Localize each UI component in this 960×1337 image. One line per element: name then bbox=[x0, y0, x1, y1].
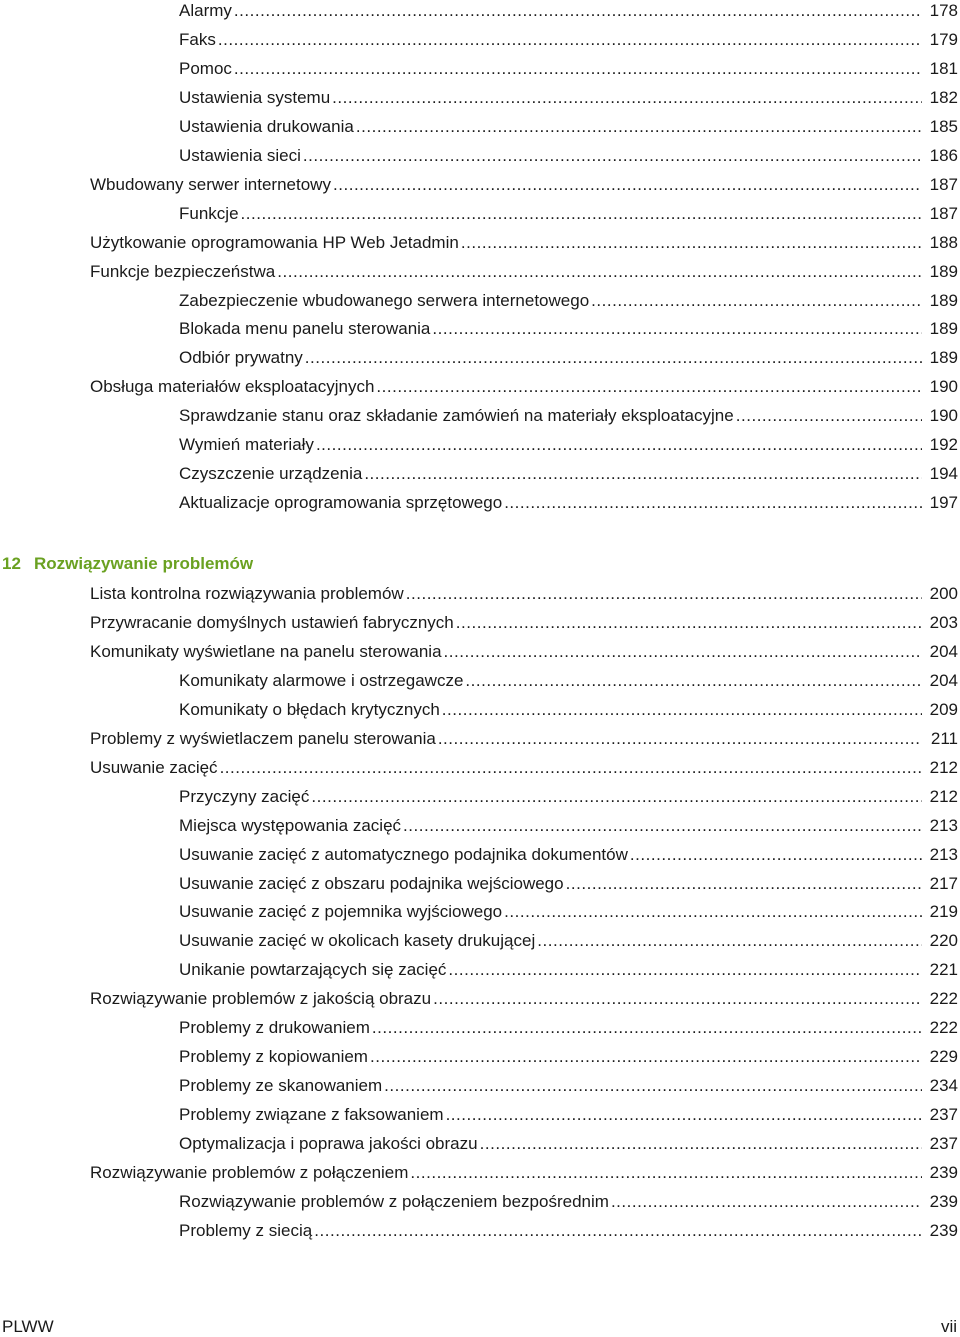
toc-entry-title: Przyczyny zacięć bbox=[179, 786, 310, 806]
toc-entry-title: Lista kontrolna rozwiązywania problemów bbox=[90, 584, 404, 603]
toc-entry[interactable] bbox=[90, 261, 958, 290]
toc-entry[interactable] bbox=[179, 930, 958, 959]
toc-entry-title: Problemy z drukowaniem bbox=[179, 1018, 370, 1038]
toc-dot-leader bbox=[630, 844, 922, 866]
toc-dot-leader bbox=[504, 901, 922, 923]
toc-entry-title: Aktualizacje oprogramowania sprzętowego bbox=[179, 493, 503, 513]
toc-dot-leader bbox=[403, 815, 922, 837]
toc-entry[interactable] bbox=[179, 844, 958, 873]
toc-entry-page-number: 204 bbox=[929, 670, 958, 690]
toc-entry-page-number: 187 bbox=[929, 203, 958, 223]
toc-dot-leader bbox=[333, 174, 922, 196]
toc-entry-title: Problemy związane z faksowaniem bbox=[179, 1105, 444, 1125]
toc-entry-title: Usuwanie zacięć z automatycznego podajnika dokumentów bbox=[179, 844, 628, 864]
toc-entry[interactable] bbox=[179, 1133, 958, 1162]
toc-entry-title: Usuwanie zacięć w okolicach kasety drukującej bbox=[179, 931, 536, 951]
toc-entry[interactable] bbox=[179, 58, 958, 87]
toc-entry-title: Sprawdzanie stanu oraz składanie zamówień na materiały eksploatacyjne bbox=[179, 406, 734, 426]
toc-entry-title: Problemy z kopiowaniem bbox=[179, 1047, 368, 1067]
toc-dot-leader bbox=[316, 434, 922, 456]
toc-dot-leader bbox=[537, 930, 922, 952]
toc-entry-page-number: 237 bbox=[929, 1105, 958, 1125]
toc-dot-leader bbox=[448, 959, 922, 981]
toc-entry-page-number: 185 bbox=[929, 116, 958, 136]
toc-dot-leader bbox=[736, 405, 922, 427]
toc-entry-title: Miejsca występowania zacięć bbox=[179, 815, 402, 835]
toc-entry-title: Rozwiązywanie problemów z połączeniem bbox=[90, 1163, 409, 1182]
toc-entry-page-number: 181 bbox=[929, 58, 958, 78]
toc-entry-title: Unikanie powtarzających się zacięć bbox=[179, 960, 447, 980]
toc-entry-title: Rozwiązywanie problemów z połączeniem bezpośrednim bbox=[179, 1191, 609, 1211]
toc-entry[interactable] bbox=[179, 463, 958, 492]
toc-entry[interactable] bbox=[179, 87, 958, 116]
toc-entry[interactable] bbox=[179, 116, 958, 145]
toc-entry-page-number: 200 bbox=[929, 584, 958, 603]
toc-entry-title: Usuwanie zacięć z obszaru podajnika wejściowego bbox=[179, 873, 564, 893]
toc-entry-page-number: 239 bbox=[929, 1163, 958, 1182]
toc-entry-page-number: 211 bbox=[930, 728, 958, 748]
toc-entry-page-number: 204 bbox=[929, 641, 958, 661]
toc-entry-page-number: 197 bbox=[929, 493, 958, 513]
toc-entry-page-number: 182 bbox=[929, 87, 958, 107]
toc-dot-leader bbox=[332, 87, 922, 109]
toc-entry-title: Odbiór prywatny bbox=[179, 348, 303, 368]
toc-entry-page-number: 234 bbox=[929, 1076, 958, 1096]
toc-entry-title: Alarmy bbox=[179, 1, 232, 20]
toc-entry[interactable] bbox=[179, 29, 958, 58]
toc-entry-title: Usuwanie zacięć z pojemnika wyjściowego bbox=[179, 902, 503, 922]
toc-dot-leader bbox=[311, 786, 922, 808]
toc-entry-page-number: 237 bbox=[929, 1134, 958, 1154]
toc-entry-title: Wbudowany serwer internetowy bbox=[90, 174, 331, 194]
toc-entry-page-number: 239 bbox=[929, 1191, 958, 1211]
toc-dot-leader bbox=[480, 1133, 922, 1155]
toc-dot-leader bbox=[504, 492, 922, 514]
toc-dot-leader bbox=[234, 0, 922, 22]
toc-entry[interactable] bbox=[179, 1075, 958, 1104]
toc-entry[interactable] bbox=[179, 0, 958, 29]
toc-entry-title: Ustawienia systemu bbox=[179, 87, 331, 107]
toc-entry-page-number: 222 bbox=[929, 989, 958, 1009]
toc-dot-leader bbox=[442, 699, 922, 721]
toc-entry[interactable] bbox=[90, 988, 958, 1017]
toc-entry-title: Czyszczenie urządzenia bbox=[179, 464, 363, 484]
toc-entry[interactable] bbox=[179, 434, 958, 463]
toc-entry[interactable] bbox=[179, 290, 958, 319]
toc-entry-title: Problemy z wyświetlaczem panelu sterowania bbox=[90, 728, 436, 748]
toc-entry[interactable] bbox=[179, 786, 958, 815]
toc-entry-page-number: 239 bbox=[929, 1220, 958, 1240]
toc-entry[interactable] bbox=[90, 641, 958, 670]
toc-entry-page-number: 212 bbox=[929, 786, 958, 806]
toc-entry[interactable] bbox=[179, 1104, 958, 1133]
toc-entry-page-number: 189 bbox=[929, 348, 958, 368]
toc-entry-title: Zabezpieczenie wbudowanego serwera internetowego bbox=[179, 290, 590, 310]
toc-entry-title: Faks bbox=[179, 29, 216, 49]
chapter-heading[interactable] bbox=[2, 553, 253, 575]
toc-entry-title: Optymalizacja i poprawa jakości obrazu bbox=[179, 1134, 478, 1154]
toc-dot-leader bbox=[465, 670, 922, 692]
toc-dot-leader bbox=[305, 347, 922, 369]
toc-entry-page-number: 217 bbox=[929, 873, 958, 893]
toc-entry-page-number: 179 bbox=[929, 29, 958, 49]
toc-dot-leader bbox=[241, 203, 922, 225]
toc-entry-title: Komunikaty alarmowe i ostrzegawcze bbox=[179, 670, 464, 690]
toc-entry-title: Funkcje bezpieczeństwa bbox=[90, 261, 276, 281]
toc-entry-page-number: 192 bbox=[929, 435, 958, 455]
footer-left-label: PLWW bbox=[2, 1317, 54, 1336]
toc-entry-page-number: 203 bbox=[929, 612, 958, 632]
toc-entry-title: Przywracanie domyślnych ustawień fabrycznych bbox=[90, 612, 454, 632]
toc-entry-title: Ustawienia sieci bbox=[179, 145, 301, 165]
toc-dot-leader bbox=[611, 1191, 922, 1213]
toc-dot-leader bbox=[406, 583, 922, 605]
toc-dot-leader bbox=[446, 1104, 922, 1126]
toc-dot-leader bbox=[456, 612, 922, 634]
toc-dot-leader bbox=[461, 232, 922, 254]
toc-entry[interactable] bbox=[179, 1017, 958, 1046]
toc-entry-page-number: 190 bbox=[929, 377, 958, 397]
toc-entry[interactable] bbox=[179, 670, 958, 699]
footer-page-number: vii bbox=[940, 1317, 957, 1336]
toc-dot-leader bbox=[566, 873, 922, 895]
toc-entry[interactable] bbox=[179, 203, 958, 232]
toc-entry[interactable] bbox=[179, 492, 958, 521]
toc-entry[interactable] bbox=[179, 959, 958, 988]
toc-dot-leader bbox=[234, 58, 922, 80]
toc-entry[interactable] bbox=[90, 612, 958, 641]
toc-entry-page-number: 212 bbox=[929, 757, 958, 777]
toc-dot-leader bbox=[433, 988, 922, 1010]
toc-dot-leader bbox=[376, 376, 922, 398]
toc-entry-title: Problemy ze skanowaniem bbox=[179, 1076, 383, 1096]
toc-entry-title: Blokada menu panelu sterowania bbox=[179, 319, 431, 339]
toc-dot-leader bbox=[364, 463, 922, 485]
toc-entry-page-number: 229 bbox=[929, 1047, 958, 1067]
toc-entry[interactable] bbox=[90, 232, 958, 261]
toc-entry-title: Komunikaty o błędach krytycznych bbox=[179, 699, 440, 719]
toc-entry-page-number: 222 bbox=[929, 1018, 958, 1038]
toc-dot-leader bbox=[384, 1075, 922, 1097]
toc-entry[interactable] bbox=[179, 405, 958, 434]
toc-entry-page-number: 221 bbox=[929, 960, 958, 980]
toc-entry[interactable] bbox=[179, 901, 958, 930]
toc-entry-page-number: 187 bbox=[929, 174, 958, 194]
chapter-title: Rozwiązywanie problemów bbox=[34, 554, 254, 573]
toc-entry[interactable] bbox=[179, 815, 958, 844]
toc-entry-title: Pomoc bbox=[179, 58, 232, 78]
toc-dot-leader bbox=[356, 116, 922, 138]
toc-dot-leader bbox=[277, 261, 922, 283]
toc-entry-page-number: 190 bbox=[929, 406, 958, 426]
toc-entry-page-number: 209 bbox=[929, 699, 958, 719]
toc-entry[interactable] bbox=[179, 873, 958, 902]
toc-entry[interactable] bbox=[179, 699, 958, 728]
toc-entry-title: Użytkowanie oprogramowania HP Web Jetadmin bbox=[90, 232, 459, 252]
toc-entry-title: Obsługa materiałów eksploatacyjnych bbox=[90, 377, 375, 397]
toc-entry-title: Komunikaty wyświetlane na panelu sterowania bbox=[90, 641, 442, 661]
toc-entry-page-number: 186 bbox=[929, 145, 958, 165]
toc-entry-page-number: 194 bbox=[929, 464, 958, 484]
toc-entry[interactable] bbox=[90, 757, 958, 786]
toc-entry[interactable] bbox=[90, 583, 958, 612]
toc-entry-page-number: 188 bbox=[929, 232, 958, 252]
toc-dot-leader bbox=[314, 1220, 922, 1242]
toc-entry-title: Ustawienia drukowania bbox=[179, 116, 354, 136]
toc-entry[interactable] bbox=[179, 1046, 958, 1075]
toc-dot-leader bbox=[444, 641, 922, 663]
toc-entry[interactable] bbox=[179, 145, 958, 174]
toc-entry[interactable] bbox=[90, 174, 958, 203]
toc-dot-leader bbox=[220, 757, 922, 779]
toc-entry[interactable] bbox=[179, 1191, 958, 1220]
toc-entry-page-number: 189 bbox=[929, 319, 958, 339]
toc-entry-page-number: 189 bbox=[929, 290, 958, 310]
toc-entry-page-number: 213 bbox=[929, 844, 958, 864]
toc-entry-title: Usuwanie zacięć bbox=[90, 757, 218, 777]
toc-dot-leader bbox=[438, 728, 922, 750]
toc-entry[interactable] bbox=[90, 376, 958, 405]
toc-entry-page-number: 189 bbox=[929, 261, 958, 281]
chapter-number: 12 bbox=[2, 554, 21, 573]
toc-entry[interactable] bbox=[179, 1220, 958, 1249]
toc-entry-title: Rozwiązywanie problemów z jakością obrazu bbox=[90, 989, 432, 1009]
toc-entry-title: Problemy z siecią bbox=[179, 1220, 313, 1240]
toc-entry-page-number: 219 bbox=[929, 902, 958, 922]
toc-entry-page-number: 213 bbox=[929, 815, 958, 835]
toc-entry-page-number: 178 bbox=[929, 1, 958, 20]
toc-entry[interactable] bbox=[90, 728, 958, 757]
toc-dot-leader bbox=[303, 145, 922, 167]
toc-entry-title: Funkcje bbox=[179, 203, 239, 223]
toc-dot-leader bbox=[218, 29, 922, 51]
toc-entry[interactable] bbox=[179, 347, 958, 376]
toc-dot-leader bbox=[370, 1046, 922, 1068]
toc-entry-page-number: 220 bbox=[929, 931, 958, 951]
toc-entry[interactable] bbox=[179, 318, 958, 347]
toc-dot-leader bbox=[591, 290, 922, 312]
toc-dot-leader bbox=[432, 318, 922, 340]
toc-dot-leader bbox=[372, 1017, 922, 1039]
toc-entry[interactable] bbox=[90, 1162, 958, 1191]
toc-entry-title: Wymień materiały bbox=[179, 435, 314, 455]
toc-dot-leader bbox=[410, 1162, 922, 1184]
